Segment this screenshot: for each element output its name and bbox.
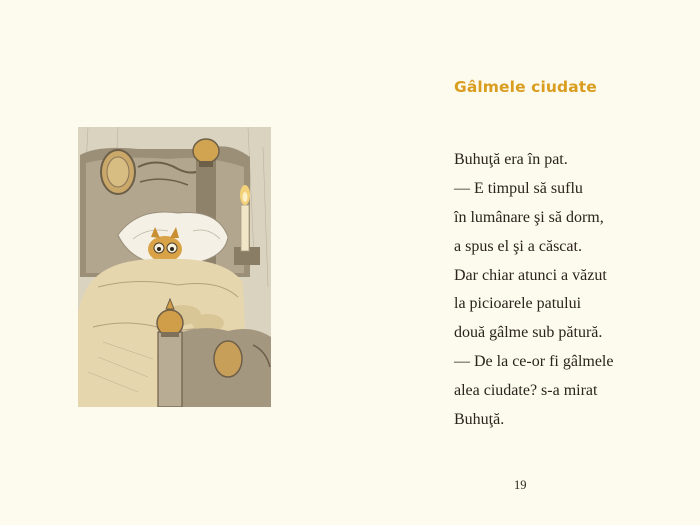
poem-text (454, 146, 613, 435)
poem-line: două gâlme sub pătură. (454, 324, 603, 342)
poem-line: Buhuţă era în pat. (454, 151, 568, 168)
page-number: 19 (514, 478, 527, 492)
poem-line: — E timpul să suflu (454, 179, 583, 197)
owl-in-bed-illustration (78, 127, 271, 407)
poem-line: alea ciudate? s-a mirat (454, 382, 598, 400)
poem-line: a spus el şi a căscat. (454, 237, 582, 255)
chapter-title: Gâlmele ciudate (454, 78, 597, 96)
poem-line: în lumânare şi să dorm, (454, 208, 604, 226)
poem-line: Dar chiar atunci a văzut (454, 266, 607, 284)
poem-line: — De la ce-or fi gâlmele (454, 353, 614, 371)
poem-line: la picioarele patului (454, 295, 582, 313)
poem-line: Buhuţă. (454, 411, 505, 429)
